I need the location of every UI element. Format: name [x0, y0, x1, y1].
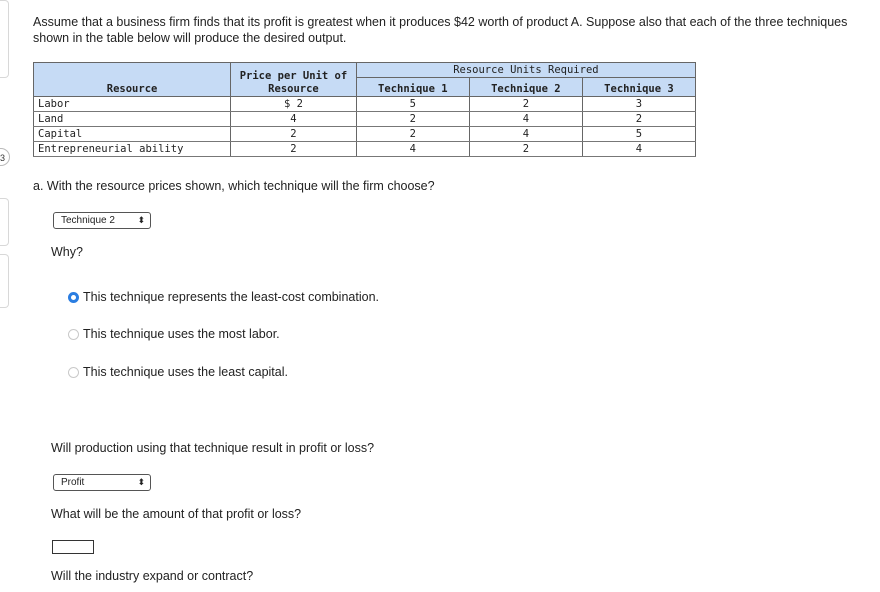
option-least-capital[interactable] [68, 365, 288, 379]
row-t3: 5 [582, 127, 695, 142]
row-price: 4 [231, 112, 357, 127]
header-technique-2: Technique 2 [469, 78, 582, 97]
select-arrows-icon: ⬍ [137, 477, 145, 487]
select-arrows-icon: ⬍ [137, 215, 145, 225]
row-resource: Labor [34, 97, 231, 112]
table-row [34, 127, 696, 142]
sidebar-stub[interactable] [0, 198, 9, 246]
row-t1: 2 [356, 112, 469, 127]
option-label: This technique represents the least-cost combination. [83, 290, 379, 304]
table-row [34, 112, 696, 127]
row-resource: Capital [34, 127, 231, 142]
row-t1: 2 [356, 127, 469, 142]
header-resource: Resource [34, 63, 231, 97]
row-t3: 2 [582, 112, 695, 127]
amount-input[interactable] [52, 540, 94, 554]
profit-loss-select[interactable] [53, 474, 151, 491]
row-t2: 4 [469, 127, 582, 142]
option-most-labor[interactable] [68, 327, 280, 341]
table-row [34, 97, 696, 112]
sidebar-stub[interactable] [0, 254, 9, 308]
profit-question: Will production using that technique result in profit or loss? [51, 441, 375, 455]
why-label: Why? [51, 245, 83, 259]
row-price: $ 2 [231, 97, 357, 112]
row-t3: 4 [582, 142, 695, 157]
row-t3: 3 [582, 97, 695, 112]
radio-icon[interactable] [68, 329, 79, 340]
amount-question: What will be the amount of that profit or loss? [51, 507, 302, 521]
row-t2: 4 [469, 112, 582, 127]
header-technique-3: Technique 3 [582, 78, 695, 97]
header-price: Price per Unit of Resource [231, 63, 357, 97]
row-t1: 5 [356, 97, 469, 112]
question-intro: Assume that a business firm finds that its profit is greatest when it produces $42 worth of product A. Suppose also that each of the three techniques shown in the table below will produce the desired output. [33, 15, 848, 45]
radio-selected-icon[interactable] [68, 292, 79, 303]
part-a-question: a. With the resource prices shown, which technique will the firm choose? [33, 179, 435, 193]
row-t2: 2 [469, 142, 582, 157]
row-t1: 4 [356, 142, 469, 157]
option-least-cost[interactable] [68, 290, 379, 304]
row-price: 2 [231, 142, 357, 157]
technique-select[interactable] [53, 212, 151, 229]
question-number-badge[interactable]: 3 [0, 148, 10, 166]
row-t2: 2 [469, 97, 582, 112]
radio-icon[interactable] [68, 367, 79, 378]
row-resource: Entrepreneurial ability [34, 142, 231, 157]
profit-select-value: Profit [61, 477, 85, 488]
header-technique-1: Technique 1 [356, 78, 469, 97]
industry-question: Will the industry expand or contract? [51, 569, 254, 583]
table-row [34, 142, 696, 157]
option-label: This technique uses the most labor. [83, 327, 280, 341]
resource-table [33, 62, 696, 157]
sidebar-stub[interactable] [0, 0, 9, 78]
option-label: This technique uses the least capital. [83, 365, 288, 379]
row-resource: Land [34, 112, 231, 127]
technique-select-value: Technique 2 [61, 215, 115, 226]
row-price: 2 [231, 127, 357, 142]
header-resource-units: Resource Units Required [356, 63, 695, 78]
